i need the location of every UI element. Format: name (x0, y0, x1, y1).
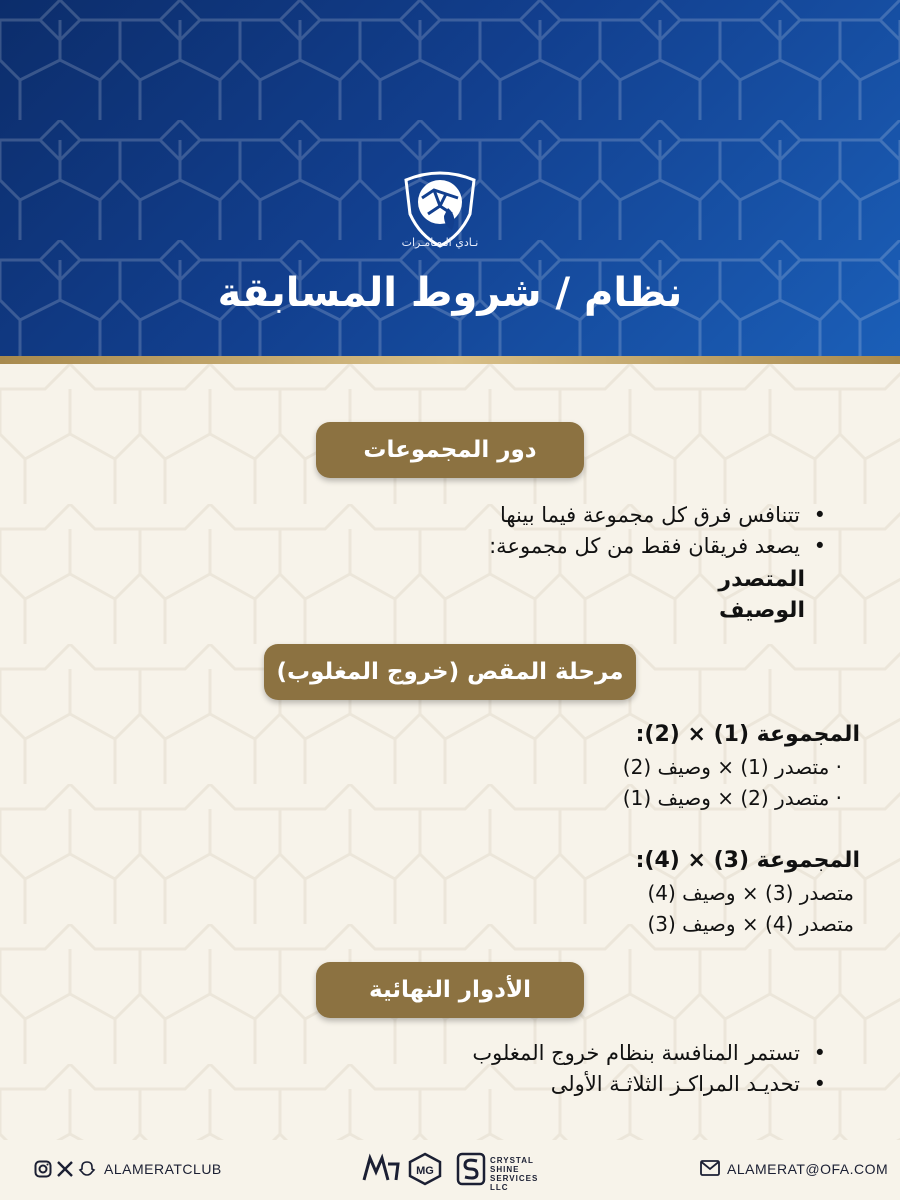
section-label-finals (316, 962, 584, 1018)
group-3-4-heading: المجموعة (3) × (4): (635, 848, 860, 873)
mail-icon (700, 1160, 720, 1176)
qualifier-leader: المتصدر (718, 567, 805, 592)
social-handle[interactable]: ALAMERATCLUB (104, 1161, 222, 1177)
group-stage-label: دور المجموعات (363, 437, 537, 463)
club-logo-caption: نـادي الـعـامـرات (401, 236, 479, 249)
match-line: · متصدر (2) × وصيف (1) (622, 786, 842, 810)
knockout-label: مرحلة المقص (خروج المغلوب) (276, 659, 624, 685)
match-line: متصدر (3) × وصيف (4) (647, 881, 854, 905)
header-banner (0, 0, 900, 362)
snapchat-icon[interactable] (78, 1160, 96, 1178)
page-title: نظام / شروط المسابقة (217, 270, 683, 316)
finals-label: الأدوار النهائية (369, 977, 531, 1003)
section-label-group-stage (316, 422, 584, 478)
knockout-group-3-4 (460, 844, 860, 940)
finals-rules-list (310, 1038, 830, 1100)
gold-divider (0, 356, 900, 364)
contact-email[interactable]: ALAMERAT@OFA.COM (727, 1161, 889, 1177)
list-item: • يصعد فريقان فقط من كل مجموعة: (310, 531, 830, 562)
crystal-shine-logo (456, 1152, 486, 1186)
footer (0, 1140, 900, 1200)
svg-text:MG: MG (416, 1165, 434, 1177)
list-item: • تتنافس فرق كل مجموعة فيما بينها (310, 500, 830, 531)
match-line: · متصدر (1) × وصيف (2) (622, 755, 842, 779)
knockout-group-1-2 (460, 718, 860, 814)
instagram-icon[interactable] (34, 1160, 52, 1178)
section-label-knockout (264, 644, 636, 700)
sponsor-crystal-text: CRYSTAL SHINE SERVICES LLC (490, 1156, 539, 1192)
mg-logo (408, 1152, 442, 1186)
group-stage-rules-list (310, 500, 830, 562)
match-line: متصدر (4) × وصيف (3) (647, 912, 854, 936)
x-icon[interactable] (56, 1160, 74, 1178)
qualifiers-list (505, 564, 805, 626)
list-item: • تستمر المنافسة بنظام خروج المغلوب (310, 1038, 830, 1069)
group-1-2-heading: المجموعة (1) × (2): (635, 722, 860, 747)
qualifier-runner-up: الوصيف (718, 598, 805, 623)
mhd-logo (362, 1152, 400, 1186)
list-item: • تحديـد المراكـز الثلاثـة الأولى (310, 1069, 830, 1100)
